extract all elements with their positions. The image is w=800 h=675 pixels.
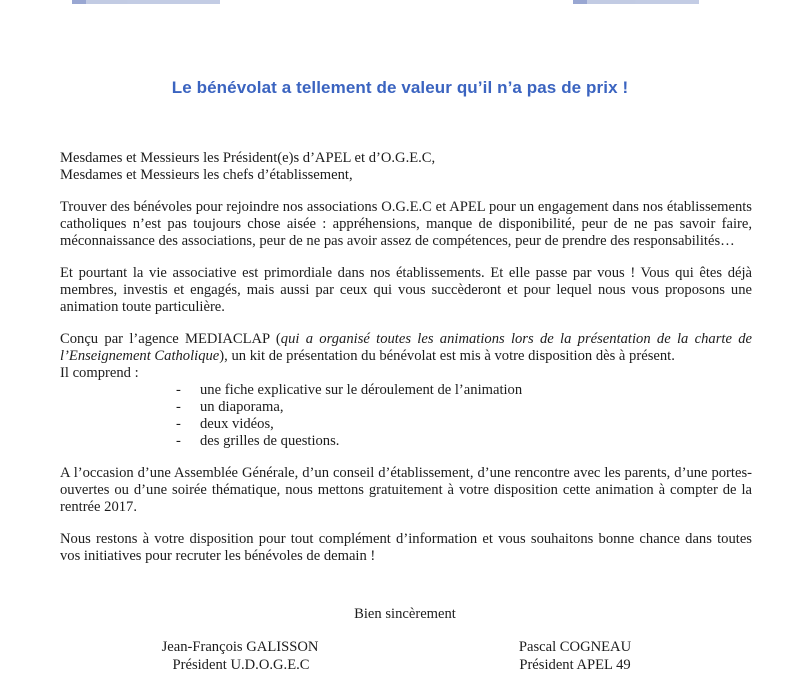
paragraph-2: Et pourtant la vie associative est primordiale dans nos établissements. Et elle passe par vous ! Vous qui êtes déjà membres, investis et engagés, mais aussi par ceux qui vous succèderont et pour lequel nous vous proposons une animation toute particulière. bbox=[60, 265, 752, 315]
paragraph-4: A l’occasion d’une Assemblée Générale, d’un conseil d’établissement, d’une rencontre avec les parents, d’une portes-ouvertes ou d’une soirée thématique, nous mettons gratuitement à votre disposition cette animation à compter de la rentrée 2017. bbox=[60, 465, 752, 515]
bullet-dash: - bbox=[176, 416, 181, 432]
kit-contents-list bbox=[60, 382, 752, 450]
salutation-line-1: Mesdames et Messieurs les Président(e)s d’APEL et d’O.G.E.C, bbox=[60, 150, 436, 166]
paragraph-1: Trouver des bénévoles pour rejoindre nos associations O.G.E.C et APEL pour un engagement dans nos établissements catholiques n’est pas toujours chose aisée : appréhensions, manque de disponibilité, peur de ne pas savoir faire, méconnaissance des associations, peur de ne pas avoir assez de compétences, peur de prendre des responsabilités… bbox=[60, 199, 752, 249]
signatory-name: Jean-François GALISSON bbox=[161, 639, 319, 655]
signatory-name: Pascal COGNEAU bbox=[518, 639, 632, 655]
list-item: - une fiche explicative sur le déroulement de l’animation bbox=[176, 382, 523, 398]
letter-body bbox=[60, 150, 752, 580]
list-item: - des grilles de questions. bbox=[176, 433, 340, 449]
signature-right bbox=[510, 638, 640, 674]
bullet-dash: - bbox=[176, 399, 181, 415]
email-icon bbox=[72, 0, 86, 4]
paragraph-3-line-2: Il comprend : bbox=[60, 365, 139, 381]
list-item: - un diaporama, bbox=[176, 399, 284, 415]
salutation-line-2: Mesdames et Messieurs les chefs d’établissement, bbox=[60, 167, 353, 183]
paragraph-3 bbox=[60, 331, 752, 382]
signatory-role: Président U.D.O.G.E.C bbox=[172, 657, 310, 673]
paragraph-3-start: Conçu par l’agence MEDIACLAP ( bbox=[60, 331, 281, 347]
paragraph-3-italic: qui a organisé toutes les animations lors de la présentation de la charte de l’Enseignement Catholique bbox=[60, 331, 752, 364]
signature-left bbox=[145, 638, 335, 674]
signatory-role: Président APEL 49 bbox=[519, 657, 631, 673]
bullet-dash: - bbox=[176, 433, 181, 449]
list-item: - deux vidéos, bbox=[176, 416, 274, 432]
closing-formula: Bien sincèrement bbox=[354, 606, 456, 622]
letter-title: Le bénévolat a tellement de valeur qu’il n’a pas de prix ! bbox=[171, 78, 629, 97]
bullet-dash: - bbox=[176, 382, 181, 398]
paragraph-3-end: ), un kit de présentation du bénévolat est mis à votre disposition dès à présent. bbox=[219, 348, 675, 364]
letterhead-contact-left bbox=[72, 0, 220, 4]
paragraph-5: Nous restons à votre disposition pour tout complément d’information et vous souhaitons bonne chance dans toutes vos initiatives pour recruter les bénévoles de demain ! bbox=[60, 531, 752, 564]
letterhead-contact-right bbox=[573, 0, 699, 4]
web-icon bbox=[573, 0, 587, 4]
salutation bbox=[60, 150, 752, 184]
letterhead-strip bbox=[0, 0, 800, 6]
